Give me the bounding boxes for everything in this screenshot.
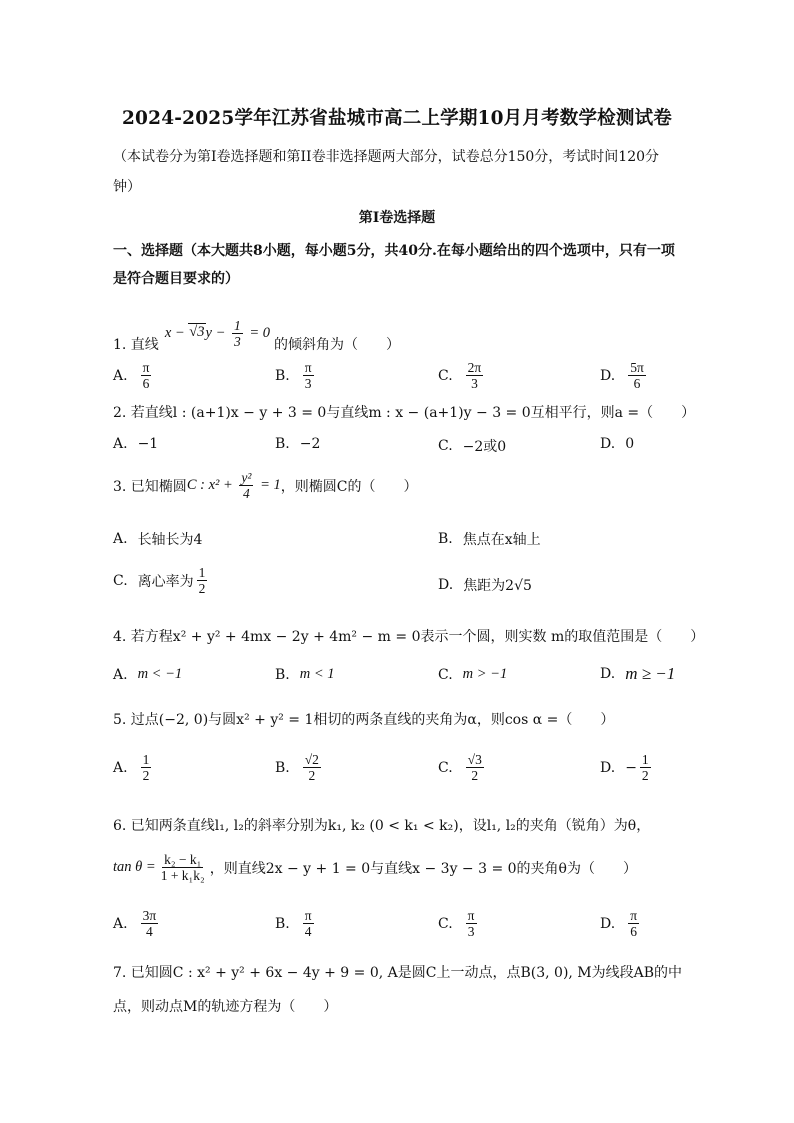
question-4: 4. 若方程x² + y² + 4mx − 2y + 4m² − m = 0表示一个圆，则实数 m的取值范围是（ ） xyxy=(113,629,705,645)
question-6-line-2: tan θ = $\frac{\text{k₂ − k₁}}{\text{1 + k₁k₂}}$ ，则直线2x − y + 1 = 0与直线x − 3y − 3 = 0的夹角θ为（ ） xyxy=(113,852,637,883)
q2-option-d[interactable]: D. 0 xyxy=(600,436,635,452)
q3-option-a[interactable]: A. 长轴长为4 xyxy=(113,531,203,548)
section-line-2: 是符合题目要求的） xyxy=(113,271,239,287)
q2-option-b[interactable]: B. −2 xyxy=(275,436,321,452)
q1-option-a[interactable]: A. $\frac{\pi}{6}$ xyxy=(113,360,150,391)
intro-line-1: （本试卷分为第I卷选择题和第II卷非选择题两大部分，试卷总分150分，考试时间120分 xyxy=(113,149,660,165)
q4-option-c[interactable]: C. m > −1 xyxy=(438,666,508,683)
q4-option-a[interactable]: A. m < −1 xyxy=(113,666,183,683)
q1-number: 1. 直线 xyxy=(113,337,159,353)
q5-option-c[interactable]: C. $\frac{√3}{2}$ xyxy=(438,752,482,783)
q1-option-b[interactable]: B. $\frac{\pi}{3}$ xyxy=(275,360,312,391)
intro-line-2: 钟） xyxy=(113,179,141,195)
q6-option-b[interactable]: B. $\frac{\pi}{4}$ xyxy=(275,908,312,939)
q4-option-b[interactable]: B. m < 1 xyxy=(275,666,335,683)
q6-option-d[interactable]: D. $\frac{\pi}{6}$ xyxy=(600,908,638,939)
question-3: 3. 已知椭圆 C : x² + $\frac{\text{y²}}{4}$ = 1 ，则椭圆C的（ ） xyxy=(113,470,418,501)
q2-option-a[interactable]: A. −1 xyxy=(113,436,159,452)
q3-equation: C : x² + $\frac{\text{y²}}{4}$ = 1 xyxy=(186,470,281,501)
q3-option-c[interactable]: C. 离心率为 $\frac{1}{2}$ xyxy=(113,565,206,596)
q5-option-d[interactable]: D. − $\frac{1}{2}$ xyxy=(600,752,649,783)
question-5: 5. 过点(−2, 0)与圆x² + y² = 1相切的两条直线的夹角为α，则cos α =（ ） xyxy=(113,712,615,728)
q3-option-d[interactable]: D. 焦距为2√5 xyxy=(438,577,532,594)
q1-option-c[interactable]: C. $\frac{2\pi}{3}$ xyxy=(438,360,482,391)
q3-option-b[interactable]: B. 焦点在x轴上 xyxy=(438,531,541,548)
question-7-line-1: 7. 已知圆C : x² + y² + 6x − 4y + 9 = 0, A是圆C上一动点，点B(3, 0), M为线段AB的中 xyxy=(113,965,683,981)
q4-option-d[interactable]: D. m ≥ −1 xyxy=(600,664,676,683)
q1-tail: 的倾斜角为（ ） xyxy=(274,337,401,353)
question-6-line-1: 6. 已知两条直线l₁, l₂的斜率分别为k₁, k₂ (0 < k₁ < k₂)，设l₁, l₂的夹角（锐角）为θ， xyxy=(113,818,651,834)
q5-option-a[interactable]: A. $\frac{1}{2}$ xyxy=(113,752,150,783)
question-7-line-2: 点，则动点M的轨迹方程为（ ） xyxy=(113,999,338,1015)
part1-heading: 第I卷选择题 xyxy=(358,210,436,226)
section-line-1: 一、选择题（本大题共8小题，每小题5分，共40分.在每小题给出的四个选项中，只有一项 xyxy=(113,243,675,259)
q5-option-b[interactable]: B. $\frac{√2}{2}$ xyxy=(275,752,319,783)
q1-option-d[interactable]: D. $\frac{5\pi}{6}$ xyxy=(600,360,644,391)
q2-option-c[interactable]: C. −2或0 xyxy=(438,438,507,455)
question-2: 2. 若直线l : (a+1)x − y + 3 = 0与直线m : x − (a+1)y − 3 = 0互相平行，则a =（ ） xyxy=(113,405,696,421)
exam-title: 2024-2025学年江苏省盐城市高二上学期10月月考数学检测试卷 xyxy=(121,108,672,129)
question-1 xyxy=(113,312,400,354)
q1-equation: x − √3y − $\frac{1}{3}$ = 0 xyxy=(164,317,271,349)
q6-option-a[interactable]: A. $\frac{3\pi}{4}$ xyxy=(113,908,157,939)
q6-option-c[interactable]: C. $\frac{\pi}{3}$ xyxy=(438,908,475,939)
